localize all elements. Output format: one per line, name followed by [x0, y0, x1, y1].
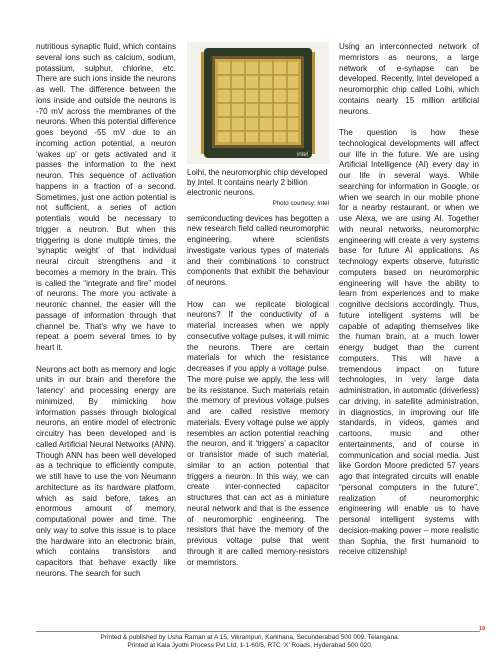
right-paragraph-2: The question is how these technological developments will affect our life in the future. We are using Artificial Intelligence (AI) every day in our life in several ways. While searching for information in Google, or when we search in our mobile phone for a nearby restaurant, or when we use Alexa, we are using AI. Together with neural networks, neuromorphic engineering will create a very systems base for future AI applications. As technology experts observe, futuristic computers based on neuromorphic engineering will have the ability to learn from experiences and to make cognitive decisions accordingly. Thus, future intelligent systems will be capable of adapting themselves like the human brain, at a much lower energy budget than the current computers. This will have a tremendous impact on future technologies, in very large data administration, in automatic (driverless) car driving, in satellite administration, in diagnostics, in improving our life standards, in videos, games and cartoons, music and other entertainments, and of course in communication and social media. Just like Gordon Moore predicted 57 years ago that integrated circuits will enable “personal computers in the future”, realization of neuromorphic engineering will enable us to have personal intelligent systems with decision-making power – more realistic than Sophia, the first humanoid to receive citizenship! — [339, 128, 479, 557]
middle-paragraph-1: semiconducting devices has begotten a new research field called neuromorphic engineering, where scientists investigate various types of materials and their combinations to construct components that exhibit the behaviour of neurons. — [187, 213, 329, 288]
middle-paragraph-2: How can we replicate biological neurons? If the conductivity of a material increases when we apply consecutive voltage pulses, it will mimic the neurons. There are certain materials for which the resistance decreases if you apply a voltage pulse. The more pulse we apply, the less will be its resistance. Such materials retain the memory of previous voltage pulses and are called resistive memory materials. Every voltage pulse we apply resembles an action potential reaching the neuron, and it ‘triggers’ a capacitor or transistor made of such material, similar to an action potential that triggers a neuron. In this way, we can create inter-connected capacitor structures that can act as a miniature neural network and that is the essence of neuromorphic engineering. The resistors that have the memory of the previous voltage pulse that went through it are called memory-resistors or memristors. — [187, 299, 329, 567]
chip-figure — [187, 42, 329, 164]
left-column — [36, 42, 176, 590]
left-paragraph-2: Neurons act both as memory and logic units in our brain and therefore the ‘latency’ and processing energy are minimized. By mimicking how information passes through biological neurons, an entire model of electronic circuitry has been developed and is called Artificial Neural Networks (ANN). Though ANN has been well developed as a technique to efficiently compute, we still have to use the von Neumann architecture as its hardware platform, which as said before, takes an enormous amount of memory, computational power and time. The only way to solve this issue is to place the hardware into an electronic brain, which contains transistors and capacitors that behave exactly like neurons. The search for such — [36, 364, 176, 578]
figure-caption: Loihi, the neuromorphic chip developed by Intel. It contains nearly 2 billion electronic neurons. — [187, 168, 328, 198]
right-paragraph-1: Using an interconnected network of memristors as neurons, a large network of e-synapse can be developed. Recently, Intel developed a neuromorphic chip called Loihi, which contains nearly 15 million artificial neurons. — [339, 42, 479, 116]
footer-divider — [36, 631, 480, 632]
neuromorphic-chip-image — [187, 42, 329, 164]
imprint-line-2: Printed at Kala Jyothi Process Pvt Ltd, 1-1-60/5, RTC ‘X’ Roads, Hyderabad 500 020. — [127, 642, 373, 649]
middle-column — [187, 42, 329, 579]
left-paragraph-1: nutritious synaptic fluid, which contains several ions such as calcium, sodium, potassium, sulphur, chlorine, etc. There are such ions inside the neurons as well. The difference between the ions inside and outside the neurons is -70 mV across the membranes of the neurons. When this potential difference goes beyond -55 mV due to an incoming action potential, a neuron ‘wakes up’ or gets activated and it passes the information to the next neuron. This sequence of activation happens in a fraction of a second. Sometimes, just one action potential is not sufficient, a series of action potentials would be necessary to trigger a neutron. But when this triggering is done multiple times, the ‘synaptic weight’ of that individual neural circuit strengthens and it becomes a memory in the brain. This is called the “integrate and fire” model of neurons. The more you activate a neuronic channel, the easier will the passage of information through that channel be. That’s why we have to repeat a poem several times to by heart it. — [36, 42, 176, 352]
right-column — [339, 42, 479, 569]
page-number: 19 — [479, 626, 486, 632]
imprint-footer — [0, 634, 500, 650]
intel-logo: intel — [297, 152, 309, 158]
imprint-line-1: Printed & published by Usha Raman at A 15, Vikrampuri, Karkhana, Secunderabad 500 009. Telangana. — [100, 634, 400, 641]
middle-body — [187, 214, 329, 569]
photo-credit: Photo courtesy: Intel — [272, 199, 329, 207]
